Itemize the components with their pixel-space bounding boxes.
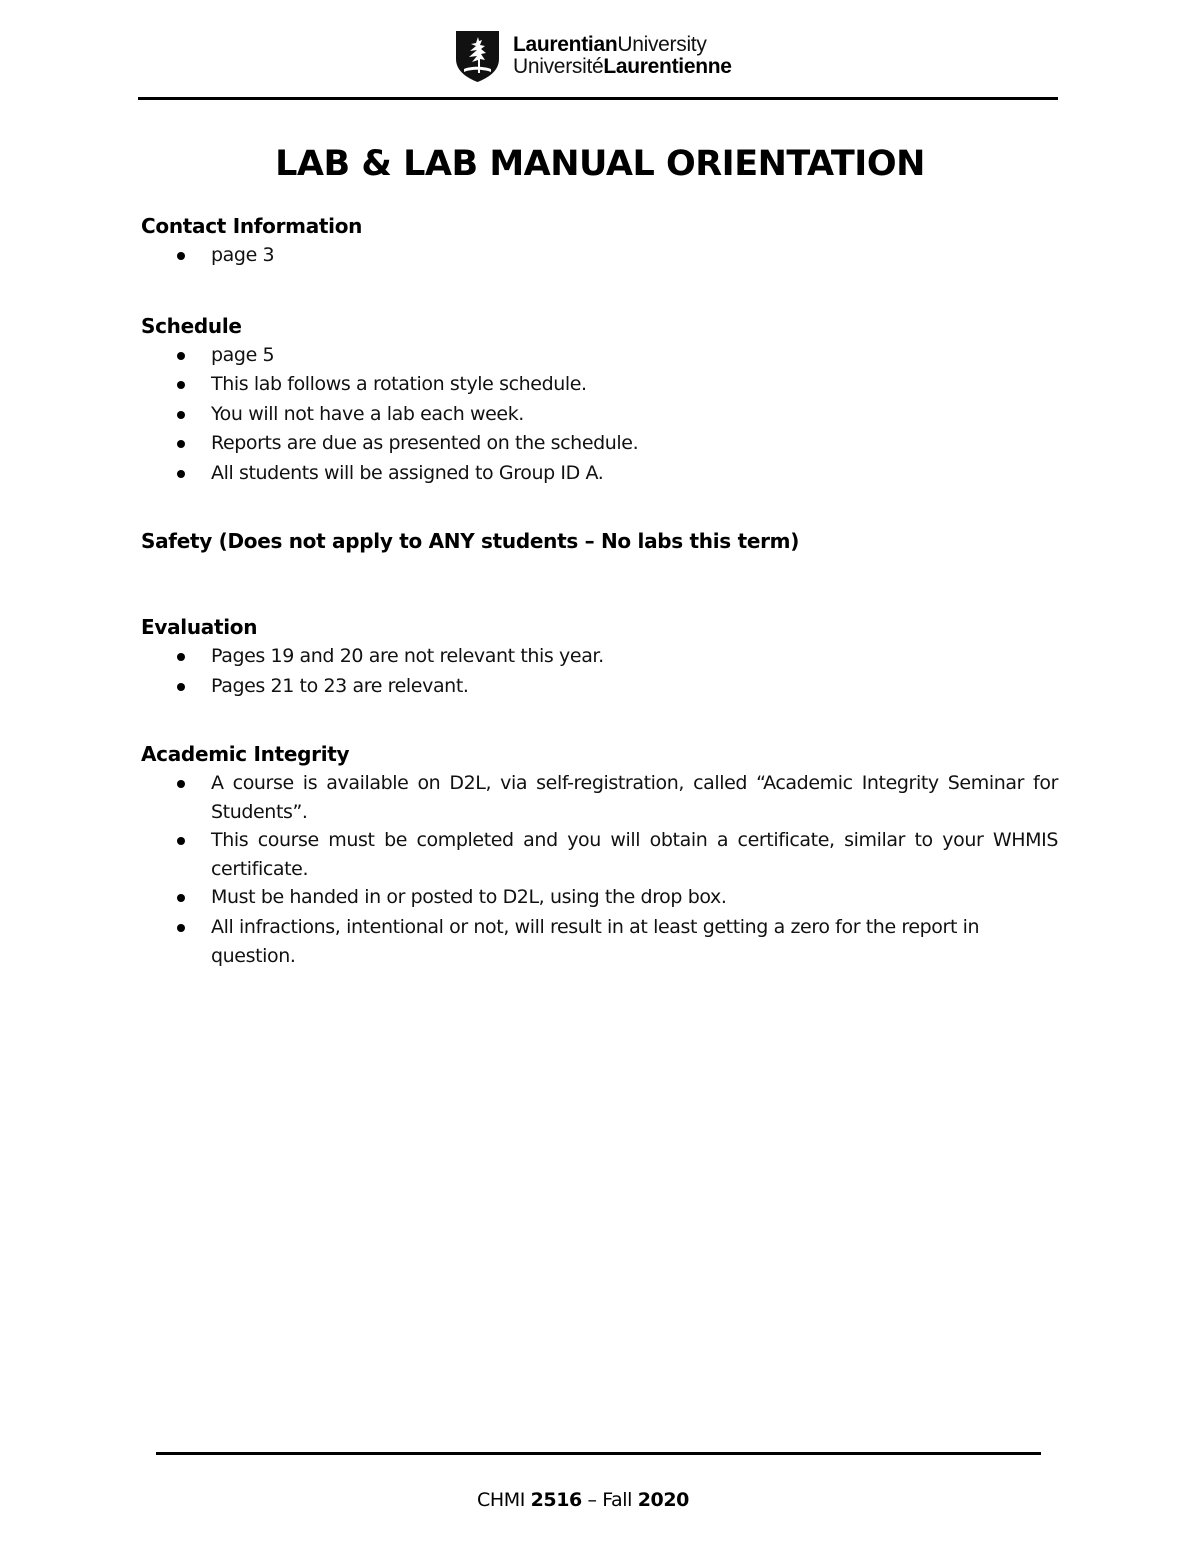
bullet-list (141, 341, 1058, 489)
section-heading: Academic Integrity (141, 742, 350, 766)
list-item: This lab follows a rotation style schedule. (141, 370, 1058, 400)
list-item: A course is available on D2L, via self-registration, called “Academic Integrity Seminar for Students”. (141, 769, 1058, 826)
section-heading: Schedule (141, 313, 242, 338)
list-item: Must be handed in or posted to D2L, using the drop box. (141, 883, 1058, 913)
logo-wordmark (513, 34, 732, 78)
list-item: You will not have a lab each week. (141, 400, 1058, 430)
page-title: LAB & LAB MANUAL ORIENTATION (275, 144, 925, 184)
list-item: Pages 21 to 23 are relevant. (141, 672, 1058, 702)
footer-year: 2020 (637, 1489, 689, 1511)
bullet-list (141, 642, 1058, 701)
footer-course-prefix: CHMI (477, 1489, 525, 1511)
section-heading: Safety (Does not apply to ANY students – No labs this term) (141, 529, 800, 553)
logo-text-laurentian: Laurentian (513, 33, 618, 56)
bullet-list (141, 241, 1058, 271)
list-item: All infractions, intentional or not, will result in at least getting a zero for the report in question. (141, 913, 1058, 972)
document-body (141, 211, 1058, 972)
section-safety (141, 526, 1058, 556)
section-contact-information (141, 211, 1058, 271)
logo-text-university: University (617, 33, 707, 56)
list-item: This course must be completed and you will obtain a certificate, similar to your WHMIS certificate. (141, 826, 1058, 883)
list-item: page 5 (141, 341, 1058, 371)
section-schedule (141, 311, 1058, 489)
list-item: page 3 (141, 241, 1058, 271)
header-divider (138, 97, 1058, 100)
section-heading: Contact Information (141, 214, 363, 238)
university-logo (454, 28, 732, 84)
section-heading: Evaluation (141, 615, 258, 639)
footer-course-number: 2516 (530, 1489, 582, 1511)
shield-tree-icon (454, 29, 501, 83)
footer-separator: – (587, 1489, 597, 1511)
list-item: Reports are due as presented on the schedule. (141, 429, 1058, 459)
logo-text-universite: Université (513, 55, 604, 78)
section-evaluation (141, 612, 1058, 701)
footer-term: Fall (602, 1489, 633, 1511)
logo-line-english (513, 34, 732, 56)
list-item: All students will be assigned to Group ID A. (141, 459, 1058, 489)
footer-divider (156, 1452, 1041, 1455)
section-academic-integrity (141, 739, 1058, 972)
bullet-list (141, 769, 1058, 972)
page-footer (0, 1489, 1166, 1511)
logo-line-french (513, 56, 732, 78)
list-item: Pages 19 and 20 are not relevant this year. (141, 642, 1058, 672)
logo-text-laurentienne: Laurentienne (603, 55, 732, 78)
